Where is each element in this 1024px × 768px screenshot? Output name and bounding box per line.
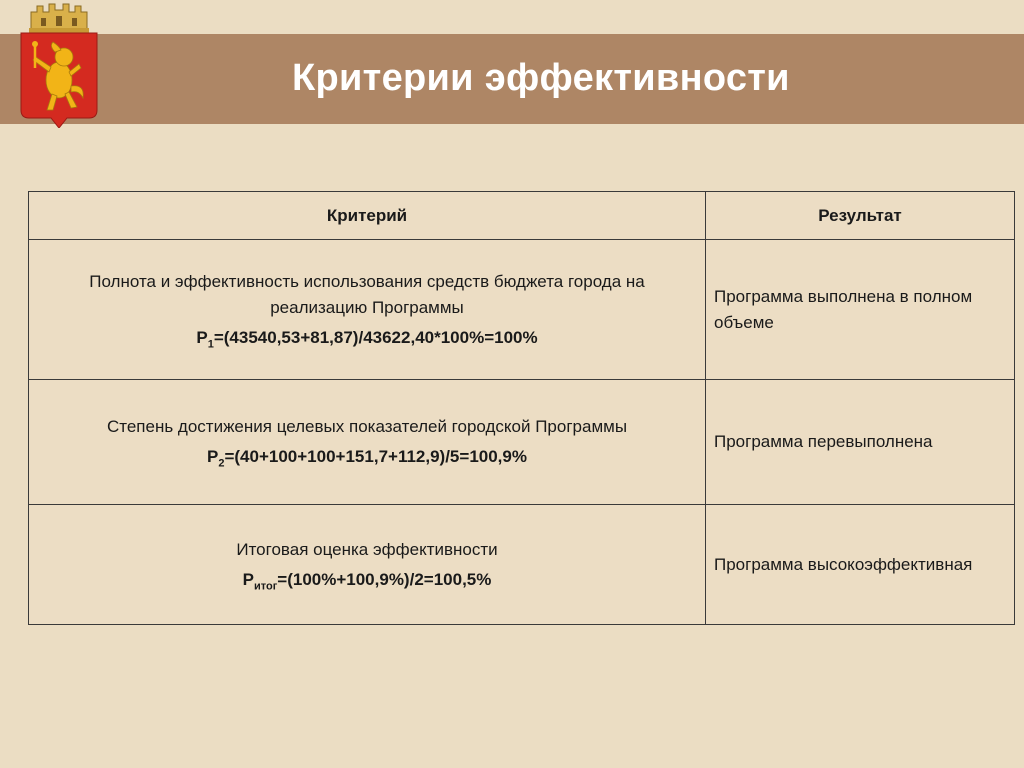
criterion-formula — [43, 567, 691, 593]
criteria-table — [28, 191, 1015, 625]
criterion-text: Степень достижения целевых показателей городской Программы — [106, 417, 628, 436]
criterion-cell — [29, 380, 706, 505]
formula-expression: =(43540,53+81,87)/43622,40*100%=100% — [213, 327, 538, 347]
formula-subscript: 2 — [218, 457, 225, 470]
result-cell: Программа выполнена в полном объеме — [706, 240, 1015, 380]
column-header-criterion: Критерий — [29, 192, 706, 240]
criterion-text: Полнота и эффективность использования средств бюджета города на реализацию Программы — [89, 271, 645, 317]
criterion-cell — [29, 505, 706, 625]
formula-symbol: P — [196, 327, 208, 347]
result-cell: Программа высокоэффективная — [706, 505, 1015, 625]
criterion-text: Итоговая оценка эффективности — [236, 539, 498, 559]
table-row — [29, 505, 1015, 625]
table-row — [29, 240, 1015, 380]
formula-expression: =(100%+100,9%)/2=100,5% — [277, 569, 492, 589]
city-coat-of-arms-lion-icon — [19, 2, 99, 128]
slide-title: Критерии эффективности — [292, 57, 790, 99]
formula-symbol: P — [207, 447, 219, 466]
table-header-row — [29, 192, 1015, 240]
criterion-cell — [29, 240, 706, 380]
formula-expression: =(40+100+100+151,7+112,9)/5=100,9% — [224, 447, 527, 466]
formula-subscript: итог — [253, 579, 278, 592]
result-cell: Программа перевыполнена — [706, 380, 1015, 505]
table-row — [29, 380, 1015, 505]
formula-symbol: P — [242, 569, 254, 589]
criterion-formula — [43, 325, 691, 351]
criterion-formula — [43, 444, 691, 470]
column-header-result: Результат — [706, 192, 1015, 240]
formula-subscript: 1 — [207, 337, 214, 350]
